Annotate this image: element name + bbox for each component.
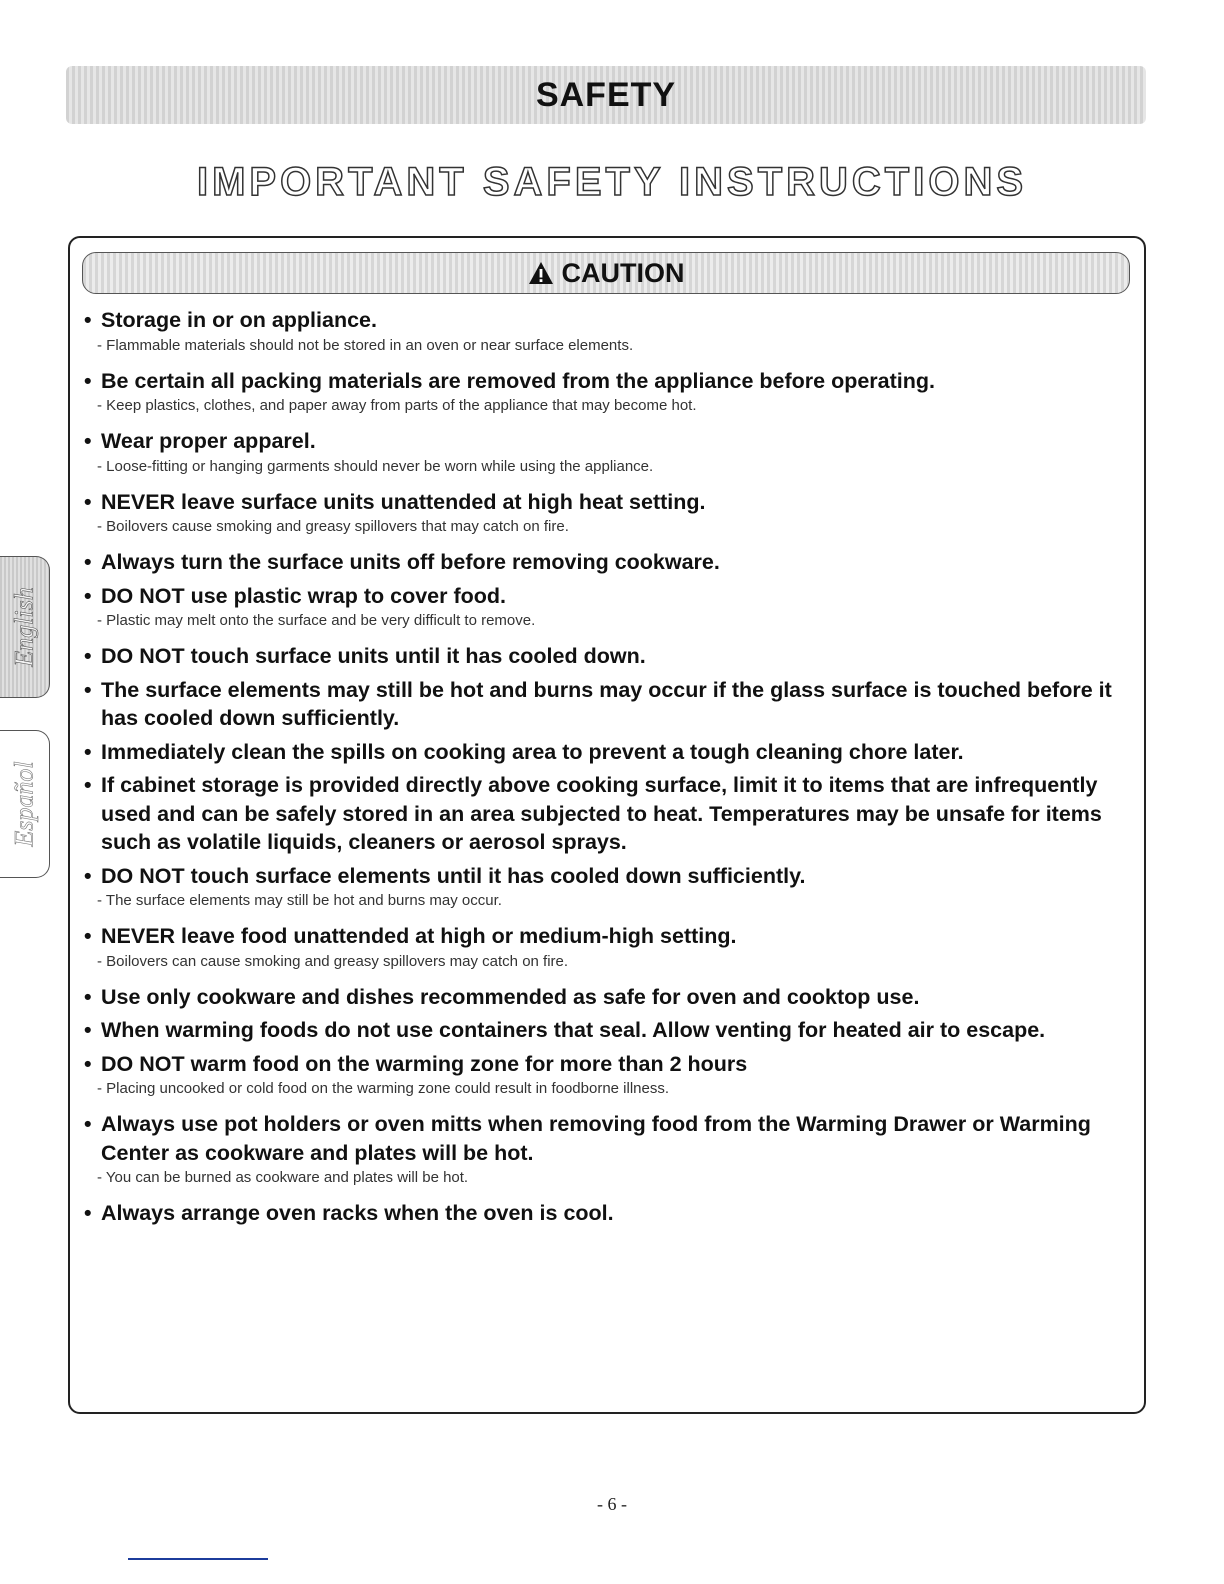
list-item (84, 642, 1134, 676)
list-item-detail: - The surface elements may still be hot and burns may occur. (84, 890, 1134, 912)
list-item-title: • The surface elements may still be hot and burns may occur if the glass surface is touched before it has cooled down sufficiently. (84, 676, 1134, 733)
list-item (84, 367, 1134, 428)
list-item (84, 862, 1134, 923)
list-item (84, 1050, 1134, 1111)
list-item-detail: - Loose-fitting or hanging garments should never be worn while using the appliance. (84, 456, 1134, 478)
list-item-title: • Always turn the surface units off before removing cookware. (84, 548, 1134, 577)
warning-triangle-icon (528, 261, 554, 285)
list-item-detail: - Plastic may melt onto the surface and be very difficult to remove. (84, 610, 1134, 632)
list-item (84, 582, 1134, 643)
list-item (84, 771, 1134, 862)
list-item (84, 548, 1134, 582)
list-item-title: • DO NOT touch surface elements until it has cooled down sufficiently. (84, 862, 1134, 891)
footer-rule (128, 1558, 268, 1560)
section-title: SAFETY (535, 75, 677, 114)
list-item-title: • DO NOT use plastic wrap to cover food. (84, 582, 1134, 611)
page-number: - 6 - (597, 1494, 627, 1514)
list-item-title: • Always use pot holders or oven mitts when removing food from the Warming Drawer or Warming Center as cookware and plates will be hot. (84, 1110, 1134, 1167)
list-item (84, 488, 1134, 549)
list-item-title: • Always arrange oven racks when the oven is cool. (84, 1199, 1134, 1228)
list-item-title: • When warming foods do not use containers that seal. Allow venting for heated air to escape. (84, 1016, 1134, 1045)
list-item-detail: - Placing uncooked or cold food on the warming zone could result in foodborne illness. (84, 1078, 1134, 1100)
list-item-detail: - Flammable materials should not be stored in an oven or near surface elements. (84, 335, 1134, 357)
list-item (84, 922, 1134, 983)
list-item-detail: - Boilovers cause smoking and greasy spillovers that may catch on fire. (84, 516, 1134, 538)
safety-instructions-list (84, 306, 1134, 1233)
language-tab-english[interactable] (0, 556, 50, 698)
list-item (84, 676, 1134, 738)
list-item-detail: - Boilovers can cause smoking and greasy spillovers may catch on fire. (84, 951, 1134, 973)
list-item-detail: - You can be burned as cookware and plates will be hot. (84, 1167, 1134, 1189)
list-item (84, 983, 1134, 1017)
list-item-title: • DO NOT touch surface units until it has cooled down. (84, 642, 1134, 671)
list-item (84, 1199, 1134, 1233)
list-item-title: • NEVER leave surface units unattended at high heat setting. (84, 488, 1134, 517)
list-item (84, 1110, 1134, 1199)
list-item-title: • Wear proper apparel. (84, 427, 1134, 456)
language-tab-espanol[interactable] (0, 730, 50, 878)
caution-banner (82, 252, 1130, 294)
list-item-title: • DO NOT warm food on the warming zone for more than 2 hours (84, 1050, 1134, 1079)
language-tab-english-label: English (9, 587, 39, 667)
page-heading: IMPORTANT SAFETY INSTRUCTIONS (196, 160, 1028, 204)
caution-label: CAUTION (561, 257, 685, 288)
list-item (84, 738, 1134, 772)
language-tab-espanol-label: Español (9, 761, 39, 847)
list-item (84, 1016, 1134, 1050)
list-item (84, 306, 1134, 367)
list-item-title: • Use only cookware and dishes recommended as safe for oven and cooktop use. (84, 983, 1134, 1012)
list-item-detail: - Keep plastics, clothes, and paper away from parts of the appliance that may become hot. (84, 395, 1134, 417)
list-item-title: • If cabinet storage is provided directly above cooking surface, limit it to items that are infrequently used and can be safely stored in an area subjected to heat. Temperatures may be unsafe for items such as volatile liquids, cleaners or aerosol sprays. (84, 771, 1134, 857)
list-item-title: • NEVER leave food unattended at high or medium-high setting. (84, 922, 1134, 951)
list-item-title: • Be certain all packing materials are removed from the appliance before operating. (84, 367, 1134, 396)
list-item (84, 427, 1134, 488)
list-item-title: • Immediately clean the spills on cooking area to prevent a tough cleaning chore later. (84, 738, 1134, 767)
list-item-title: • Storage in or on appliance. (84, 306, 1134, 335)
section-header-bar (66, 66, 1146, 124)
